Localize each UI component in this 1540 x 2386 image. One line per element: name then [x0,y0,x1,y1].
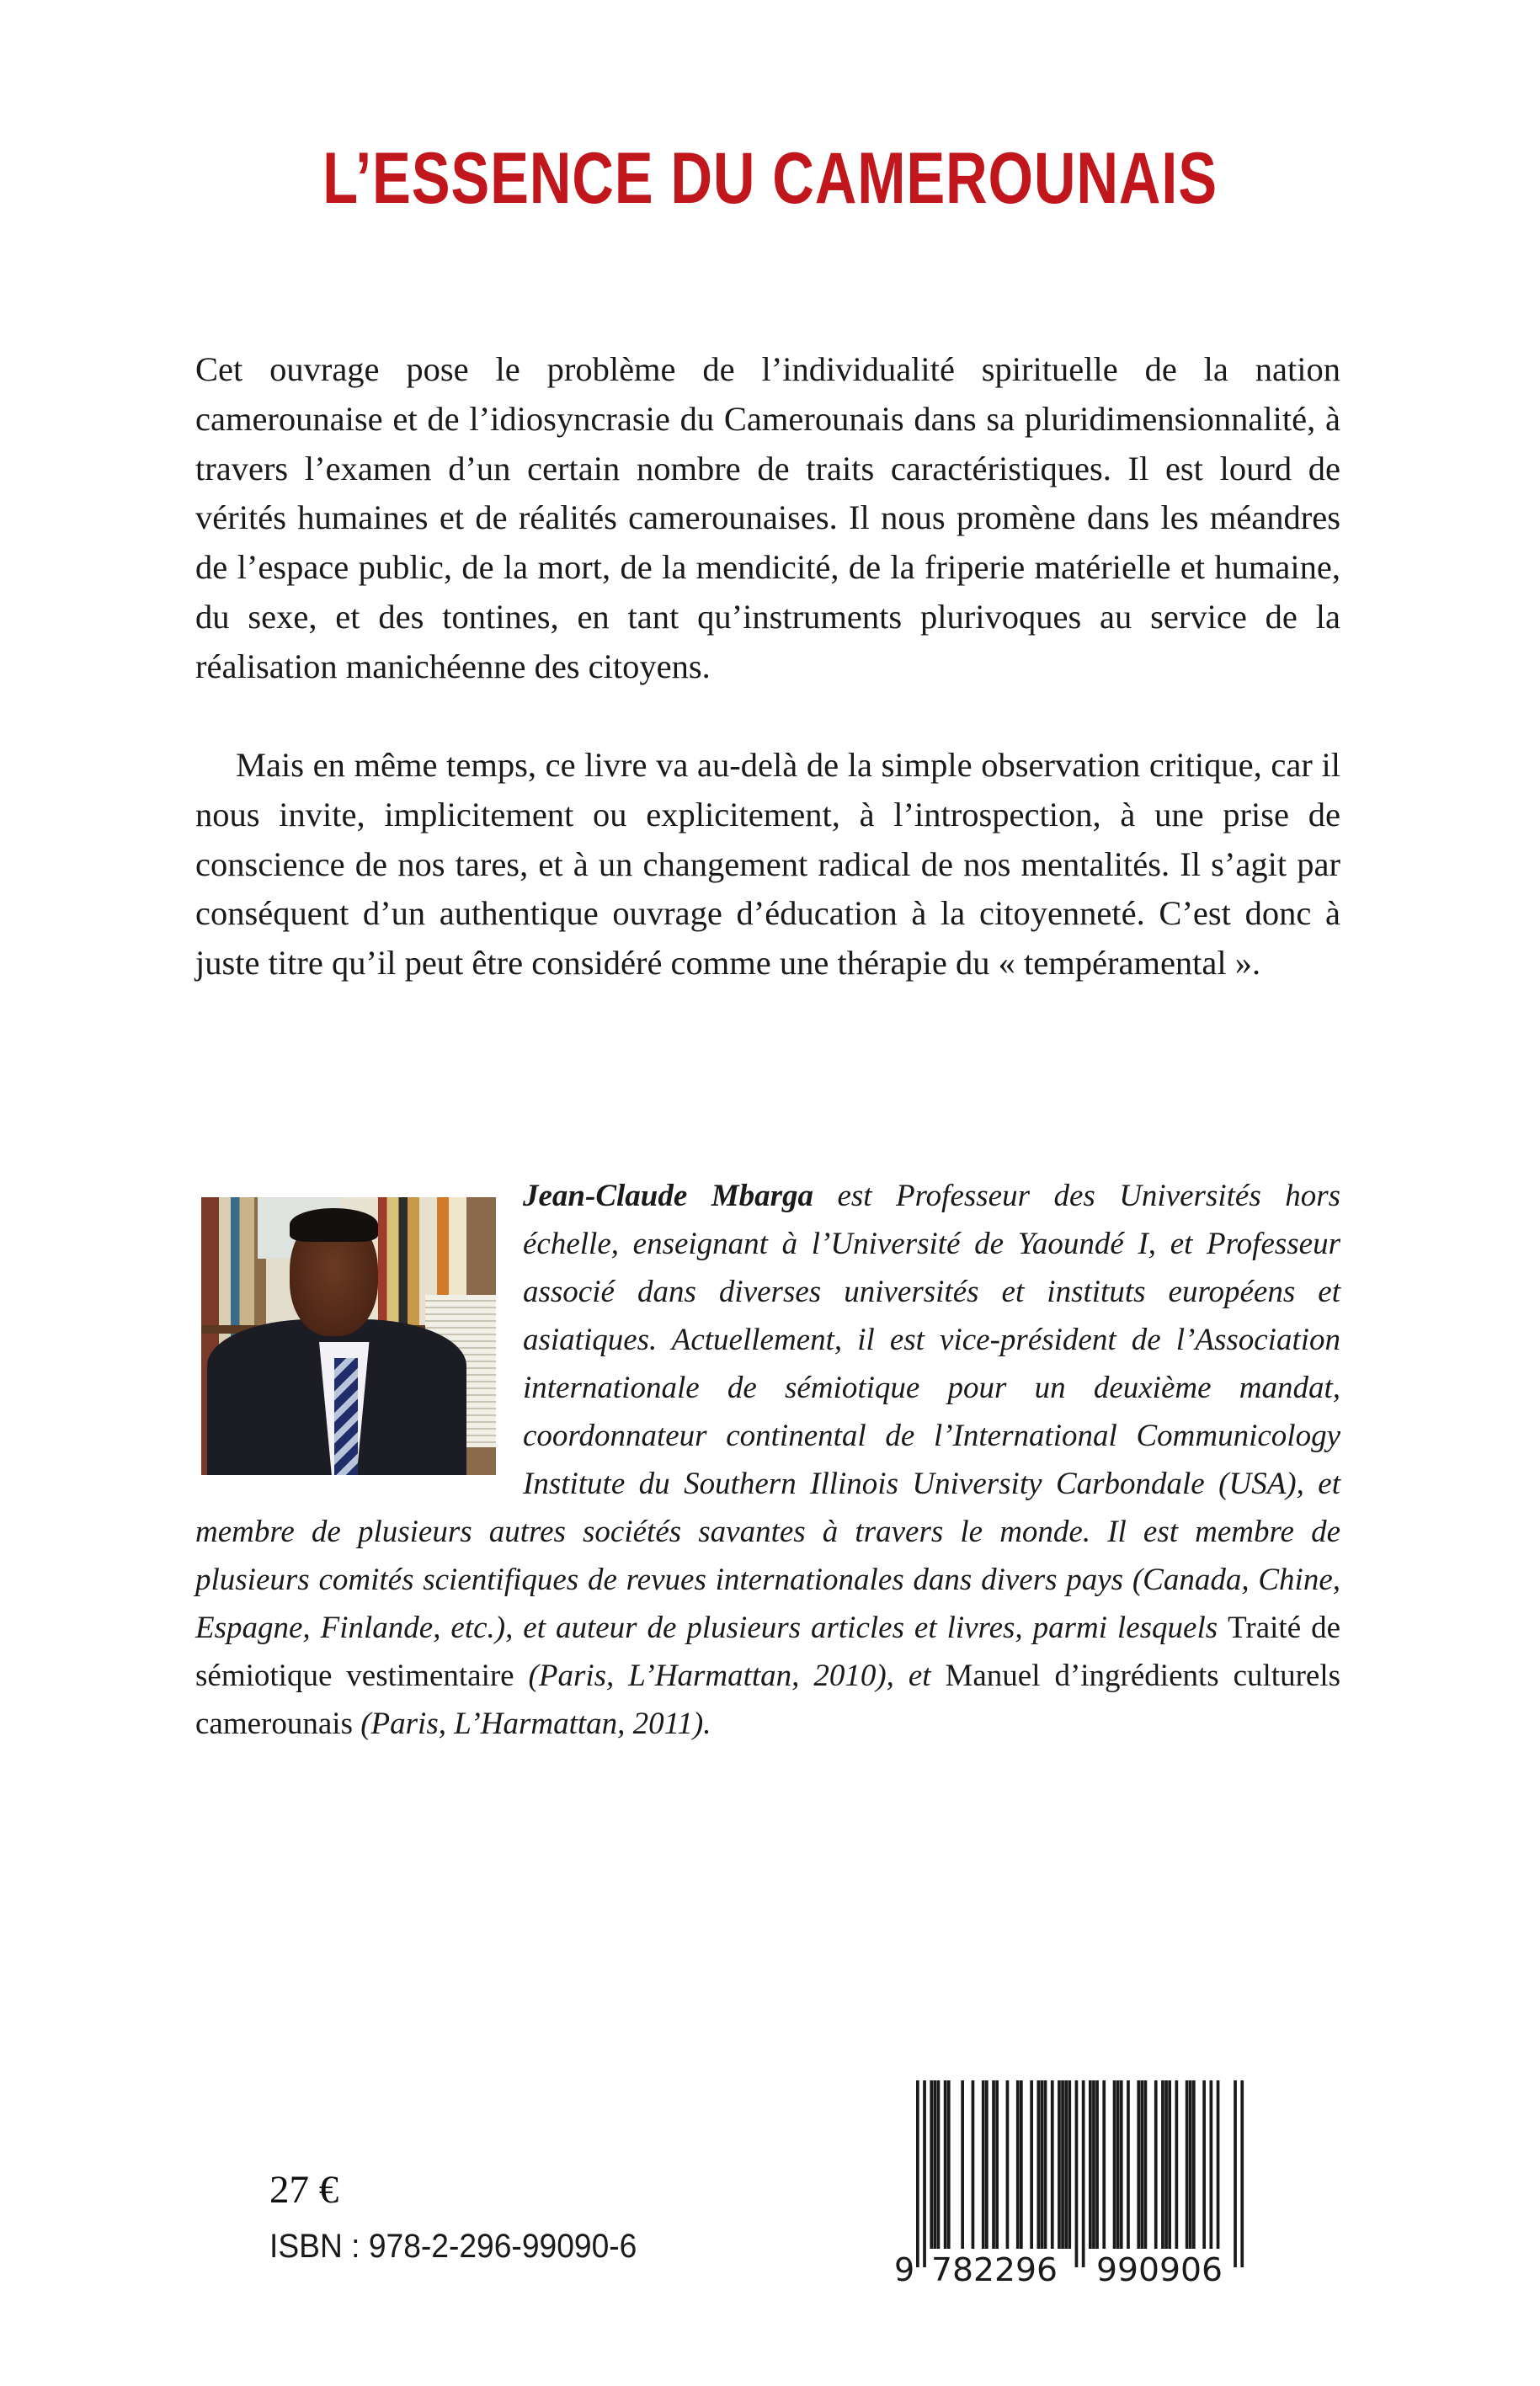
book-reference-2-publisher: (Paris, L’Harmattan, 2011). [352,1707,711,1741]
book-title: L’ESSENCE DU CAMEROUNAIS [322,138,1218,219]
summary-text-2: Mais en même temps, ce livre va au-delà de la simple observation critique, car il nous invite, implicitement ou explicitement, à l’introspection, à une prise de conscience de nos tares, et à un changement radical de nos mentalités. Il s’agit par conséquent d’un authentique ouvrage d’éducation à la citoyenneté. C’est donc à juste titre qu’il peut être considéré comme une thérapie du « tempéramental ». [195,746,1340,983]
barcode-icon [893,2080,1263,2287]
barcode-digits-left: 782296 [931,2251,1058,2287]
barcode-digit-first: 9 [894,2251,915,2287]
price-label: 27 € [269,2168,339,2212]
book-reference-1: Traité de sémiotique vestimentaire [195,1611,1340,1693]
bio-text: est Professeur des Universités hors échelle, enseignant à l’Université de Yaoundé I, et Professeur associé dans diverses universités et instituts européens et asiatiques. Actuellement, il est vice-président de l’Association internationale de sémiotique pour un deuxième mandat, coordonnateur continental de l’International Communicology Institute du Southern Illinois University Carbondale (USA), et membre de plusieurs autres sociétés savantes à travers le monde. Il est membre de plusieurs comités scientifiques de revues internationales dans divers pays (Canada, Chine, Espagne, Finlande, etc.), et auteur de plusieurs articles et livres, parmi lesquels [195,1179,1340,1645]
striped-tie [334,1358,358,1475]
isbn-label: ISBN : 978-2-296-99090-6 [269,2228,637,2265]
author-name: Jean-Claude Mbarga [523,1179,814,1213]
summary-text-1: Cet ouvrage pose le problème de l’individualité spirituelle de la nation camerounaise et de l’idiosyncrasie du Camerounais dans sa pluridimensionnalité, à travers l’examen d’un certain nombre de traits caractéristiques. Il est lourd de vérités humaines et de réalités camerounaises. Il nous promène dans les méandres de l’espace public, de la mort, de la mendicité, de la friperie matérielle et humaine, du sexe, et des tontines, en tant qu’instruments plurivoques au service de la réalisation manichéenne des citoyens. [195,350,1340,685]
book-reference-2: Manuel d’ingrédients culturels camerounais [195,1659,1341,1741]
barcode-digits-right: 990906 [1096,2251,1223,2287]
author-hair [290,1208,378,1242]
author-photo [201,1197,496,1475]
ean13-barcode [893,2080,1263,2287]
book-reference-1-publisher: (Paris, L’Harmattan, 2010), et [514,1659,946,1693]
summary-paragraph-2 [195,741,1340,988]
summary-paragraph-1 [195,345,1340,692]
author-bio [195,1172,1340,1748]
